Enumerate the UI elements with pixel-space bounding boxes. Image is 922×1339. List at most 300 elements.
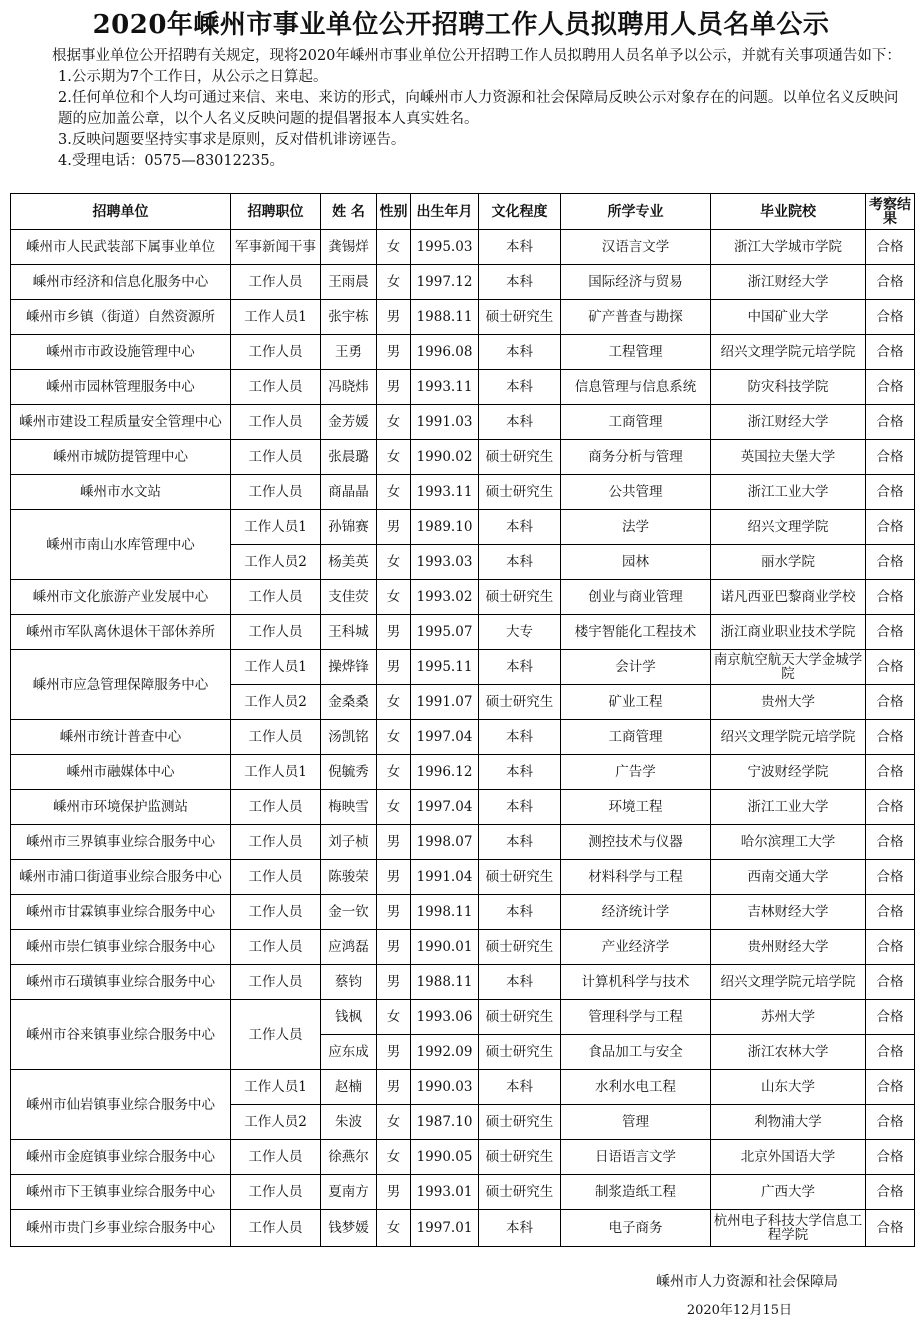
cell-result: 合格: [866, 265, 915, 300]
cell-name: 朱波: [321, 1105, 377, 1140]
cell-result: 合格: [866, 790, 915, 825]
cell-result: 合格: [866, 685, 915, 720]
cell-education: 硕士研究生: [479, 860, 561, 895]
notice-intro: [16, 46, 906, 172]
cell-result: 合格: [866, 965, 915, 1000]
table-row: [11, 615, 915, 650]
cell-position: 工作人员: [231, 1000, 321, 1070]
cell-education: 硕士研究生: [479, 685, 561, 720]
cell-position: 工作人员: [231, 1140, 321, 1175]
cell-birth: 1993.02: [411, 580, 479, 615]
table-row: [11, 405, 915, 440]
cell-school: 中国矿业大学: [711, 300, 866, 335]
cell-result: 合格: [866, 930, 915, 965]
cell-result: 合格: [866, 1105, 915, 1140]
cell-major: 广告学: [561, 755, 711, 790]
cell-birth: 1995.03: [411, 230, 479, 265]
cell-result: 合格: [866, 615, 915, 650]
notice-item-3: 3.反映问题要坚持实事求是原则，反对借机诽谤诬告。: [58, 132, 406, 148]
cell-gender: 女: [377, 720, 411, 755]
cell-position: 工作人员: [231, 895, 321, 930]
cell-name: 龚锡烊: [321, 230, 377, 265]
cell-position: 工作人员: [231, 580, 321, 615]
cell-school: 丽水学院: [711, 545, 866, 580]
cell-school: 浙江大学城市学院: [711, 230, 866, 265]
cell-result: 合格: [866, 1000, 915, 1035]
cell-position: 工作人员: [231, 965, 321, 1000]
cell-name: 冯晓炜: [321, 370, 377, 405]
cell-position: 工作人员: [231, 370, 321, 405]
cell-birth: 1993.11: [411, 475, 479, 510]
cell-position: 工作人员: [231, 335, 321, 370]
cell-position: 工作人员: [231, 1210, 321, 1247]
cell-education: 本科: [479, 895, 561, 930]
table-row: [11, 475, 915, 510]
cell-unit: 嵊州市应急管理保障服务中心: [11, 650, 231, 720]
table-row: [11, 370, 915, 405]
cell-major: 楼宇智能化工程技术: [561, 615, 711, 650]
cell-education: 硕士研究生: [479, 1175, 561, 1210]
cell-birth: 1993.01: [411, 1175, 479, 1210]
col-header-result: 考察结果: [866, 194, 915, 230]
cell-school: 绍兴文理学院元培学院: [711, 965, 866, 1000]
cell-gender: 女: [377, 755, 411, 790]
cell-gender: 男: [377, 895, 411, 930]
cell-unit: 嵊州市贵门乡事业综合服务中心: [11, 1210, 231, 1247]
col-header-education: 文化程度: [479, 194, 561, 230]
cell-birth: 1995.11: [411, 650, 479, 685]
cell-education: 本科: [479, 1070, 561, 1105]
cell-gender: 男: [377, 1175, 411, 1210]
cell-birth: 1987.10: [411, 1105, 479, 1140]
cell-education: 大专: [479, 615, 561, 650]
cell-school: 杭州电子科技大学信息工程学院: [711, 1210, 866, 1247]
cell-school: 浙江财经大学: [711, 405, 866, 440]
cell-school: 诺凡西亚巴黎商业学校: [711, 580, 866, 615]
cell-result: 合格: [866, 1035, 915, 1070]
cell-gender: 女: [377, 1000, 411, 1035]
cell-school: 哈尔滨理工大学: [711, 825, 866, 860]
cell-unit: 嵊州市石璜镇事业综合服务中心: [11, 965, 231, 1000]
cell-major: 商务分析与管理: [561, 440, 711, 475]
cell-unit: 嵊州市崇仁镇事业综合服务中心: [11, 930, 231, 965]
cell-gender: 男: [377, 615, 411, 650]
cell-education: 本科: [479, 650, 561, 685]
cell-name: 梅映雪: [321, 790, 377, 825]
cell-major: 环境工程: [561, 790, 711, 825]
table-row: [11, 720, 915, 755]
notice-item-4: 4.受理电话：0575—83012235。: [58, 153, 285, 169]
cell-result: 合格: [866, 720, 915, 755]
cell-birth: 1993.11: [411, 370, 479, 405]
cell-name: 金一钦: [321, 895, 377, 930]
table-row: [11, 1000, 915, 1035]
cell-education: 本科: [479, 965, 561, 1000]
col-header-position: 招聘职位: [231, 194, 321, 230]
cell-school: 苏州大学: [711, 1000, 866, 1035]
cell-birth: 1988.11: [411, 965, 479, 1000]
table-row: [11, 860, 915, 895]
cell-name: 钱梦媛: [321, 1210, 377, 1247]
cell-major: 食品加工与安全: [561, 1035, 711, 1070]
cell-major: 管理: [561, 1105, 711, 1140]
cell-name: 操烨锋: [321, 650, 377, 685]
cell-major: 国际经济与贸易: [561, 265, 711, 300]
cell-school: 浙江工业大学: [711, 475, 866, 510]
cell-result: 合格: [866, 580, 915, 615]
intro-paragraph: 根据事业单位公开招聘有关规定，现将2020年嵊州市事业单位公开招聘工作人员拟聘用人员名单予以公示，并就有关事项通告如下：: [52, 48, 901, 64]
cell-school: 利物浦大学: [711, 1105, 866, 1140]
cell-result: 合格: [866, 300, 915, 335]
cell-name: 王勇: [321, 335, 377, 370]
cell-name: 蔡钧: [321, 965, 377, 1000]
cell-name: 徐燕尔: [321, 1140, 377, 1175]
col-header-name: 姓 名: [321, 194, 377, 230]
cell-birth: 1990.02: [411, 440, 479, 475]
cell-gender: 男: [377, 930, 411, 965]
cell-position: 工作人员: [231, 825, 321, 860]
cell-birth: 1997.04: [411, 790, 479, 825]
cell-result: 合格: [866, 650, 915, 685]
cell-birth: 1993.03: [411, 545, 479, 580]
cell-birth: 1997.04: [411, 720, 479, 755]
cell-result: 合格: [866, 895, 915, 930]
cell-name: 倪毓秀: [321, 755, 377, 790]
cell-school: 浙江工业大学: [711, 790, 866, 825]
cell-gender: 女: [377, 230, 411, 265]
cell-gender: 男: [377, 1035, 411, 1070]
cell-major: 矿业工程: [561, 685, 711, 720]
cell-name: 夏南方: [321, 1175, 377, 1210]
cell-position: 工作人员: [231, 615, 321, 650]
cell-position: 工作人员: [231, 930, 321, 965]
cell-birth: 1990.03: [411, 1070, 479, 1105]
cell-birth: 1996.08: [411, 335, 479, 370]
cell-major: 计算机科学与技术: [561, 965, 711, 1000]
cell-result: 合格: [866, 1210, 915, 1247]
cell-birth: 1998.07: [411, 825, 479, 860]
cell-gender: 男: [377, 860, 411, 895]
cell-position: 工作人员: [231, 1175, 321, 1210]
cell-gender: 女: [377, 1105, 411, 1140]
cell-result: 合格: [866, 755, 915, 790]
cell-major: 产业经济学: [561, 930, 711, 965]
cell-major: 汉语言文学: [561, 230, 711, 265]
cell-name: 应东成: [321, 1035, 377, 1070]
cell-education: 硕士研究生: [479, 1000, 561, 1035]
cell-gender: 男: [377, 825, 411, 860]
cell-result: 合格: [866, 825, 915, 860]
cell-birth: 1988.11: [411, 300, 479, 335]
cell-major: 矿产普查与勘探: [561, 300, 711, 335]
cell-gender: 男: [377, 300, 411, 335]
cell-school: 南京航空航天大学金城学院: [711, 650, 866, 685]
cell-unit: 嵊州市三界镇事业综合服务中心: [11, 825, 231, 860]
cell-education: 硕士研究生: [479, 1105, 561, 1140]
cell-position: 工作人员: [231, 860, 321, 895]
cell-position: 工作人员: [231, 790, 321, 825]
cell-position: 工作人员: [231, 720, 321, 755]
cell-position: 工作人员: [231, 475, 321, 510]
cell-result: 合格: [866, 1175, 915, 1210]
table-row: [11, 1175, 915, 1210]
cell-gender: 女: [377, 545, 411, 580]
col-header-gender: 性别: [377, 194, 411, 230]
cell-school: 广西大学: [711, 1175, 866, 1210]
cell-education: 硕士研究生: [479, 300, 561, 335]
cell-school: 绍兴文理学院: [711, 510, 866, 545]
cell-result: 合格: [866, 335, 915, 370]
cell-gender: 男: [377, 1070, 411, 1105]
cell-name: 应鸿磊: [321, 930, 377, 965]
cell-unit: 嵊州市建设工程质量安全管理中心: [11, 405, 231, 440]
cell-school: 西南交通大学: [711, 860, 866, 895]
cell-unit: 嵊州市乡镇（街道）自然资源所: [11, 300, 231, 335]
cell-name: 赵楠: [321, 1070, 377, 1105]
cell-position: 军事新闻干事: [231, 230, 321, 265]
cell-school: 吉林财经大学: [711, 895, 866, 930]
cell-major: 工程管理: [561, 335, 711, 370]
cell-position: 工作人员2: [231, 685, 321, 720]
cell-name: 支佳荧: [321, 580, 377, 615]
cell-gender: 男: [377, 335, 411, 370]
cell-gender: 男: [377, 965, 411, 1000]
cell-result: 合格: [866, 230, 915, 265]
cell-result: 合格: [866, 1070, 915, 1105]
cell-major: 经济统计学: [561, 895, 711, 930]
cell-birth: 1997.12: [411, 265, 479, 300]
cell-major: 日语语言文学: [561, 1140, 711, 1175]
issuer-signature: 嵊州市人力资源和社会保障局: [656, 1274, 838, 1290]
cell-school: 浙江财经大学: [711, 265, 866, 300]
cell-school: 英国拉夫堡大学: [711, 440, 866, 475]
cell-gender: 男: [377, 510, 411, 545]
cell-major: 园林: [561, 545, 711, 580]
cell-name: 金芳媛: [321, 405, 377, 440]
cell-result: 合格: [866, 510, 915, 545]
cell-unit: 嵊州市南山水库管理中心: [11, 510, 231, 580]
table-row: [11, 265, 915, 300]
cell-birth: 1998.11: [411, 895, 479, 930]
table-row: [11, 930, 915, 965]
cell-name: 张晨璐: [321, 440, 377, 475]
col-header-unit: 招聘单位: [11, 194, 231, 230]
cell-major: 工商管理: [561, 720, 711, 755]
cell-birth: 1991.04: [411, 860, 479, 895]
cell-major: 法学: [561, 510, 711, 545]
cell-gender: 女: [377, 405, 411, 440]
cell-education: 本科: [479, 405, 561, 440]
col-header-school: 毕业院校: [711, 194, 866, 230]
cell-major: 电子商务: [561, 1210, 711, 1247]
cell-position: 工作人员1: [231, 300, 321, 335]
cell-position: 工作人员1: [231, 650, 321, 685]
table-row: [11, 510, 915, 545]
cell-name: 钱枫: [321, 1000, 377, 1035]
cell-major: 水利水电工程: [561, 1070, 711, 1105]
cell-gender: 女: [377, 475, 411, 510]
cell-unit: 嵊州市融媒体中心: [11, 755, 231, 790]
cell-unit: 嵊州市文化旅游产业发展中心: [11, 580, 231, 615]
table-header-row: [11, 194, 915, 230]
cell-birth: 1991.07: [411, 685, 479, 720]
table-row: [11, 440, 915, 475]
cell-school: 贵州财经大学: [711, 930, 866, 965]
cell-result: 合格: [866, 440, 915, 475]
cell-education: 硕士研究生: [479, 440, 561, 475]
cell-education: 本科: [479, 720, 561, 755]
cell-name: 杨美英: [321, 545, 377, 580]
cell-education: 本科: [479, 825, 561, 860]
cell-unit: 嵊州市军队离休退休干部休养所: [11, 615, 231, 650]
table-row: [11, 580, 915, 615]
cell-name: 金桑桑: [321, 685, 377, 720]
cell-name: 张宇栋: [321, 300, 377, 335]
cell-education: 本科: [479, 790, 561, 825]
cell-education: 本科: [479, 335, 561, 370]
table-row: [11, 230, 915, 265]
cell-name: 孙锦赛: [321, 510, 377, 545]
cell-education: 本科: [479, 510, 561, 545]
cell-position: 工作人员1: [231, 510, 321, 545]
cell-school: 绍兴文理学院元培学院: [711, 720, 866, 755]
cell-major: 管理科学与工程: [561, 1000, 711, 1035]
table-row: [11, 895, 915, 930]
cell-result: 合格: [866, 545, 915, 580]
cell-major: 信息管理与信息系统: [561, 370, 711, 405]
cell-result: 合格: [866, 405, 915, 440]
table-row: [11, 1070, 915, 1105]
cell-education: 硕士研究生: [479, 475, 561, 510]
table-row: [11, 335, 915, 370]
cell-birth: 1990.05: [411, 1140, 479, 1175]
cell-birth: 1997.01: [411, 1210, 479, 1247]
cell-birth: 1992.09: [411, 1035, 479, 1070]
cell-education: 硕士研究生: [479, 580, 561, 615]
cell-position: 工作人员: [231, 265, 321, 300]
table-row: [11, 300, 915, 335]
table-row: [11, 1210, 915, 1247]
cell-birth: 1989.10: [411, 510, 479, 545]
table-row: [11, 1140, 915, 1175]
cell-position: 工作人员1: [231, 755, 321, 790]
cell-major: 制浆造纸工程: [561, 1175, 711, 1210]
cell-school: 浙江商业职业技术学院: [711, 615, 866, 650]
cell-name: 王科城: [321, 615, 377, 650]
cell-unit: 嵊州市市政设施管理中心: [11, 335, 231, 370]
cell-gender: 女: [377, 1210, 411, 1247]
cell-education: 本科: [479, 370, 561, 405]
cell-education: 硕士研究生: [479, 930, 561, 965]
cell-birth: 1990.01: [411, 930, 479, 965]
notice-item-1: 1.公示期为7个工作日，从公示之日算起。: [58, 69, 328, 85]
cell-unit: 嵊州市金庭镇事业综合服务中心: [11, 1140, 231, 1175]
table-row: [11, 790, 915, 825]
cell-unit: 嵊州市城防提管理中心: [11, 440, 231, 475]
cell-result: 合格: [866, 475, 915, 510]
cell-school: 防灾科技学院: [711, 370, 866, 405]
cell-gender: 女: [377, 1140, 411, 1175]
cell-major: 测控技术与仪器: [561, 825, 711, 860]
cell-gender: 女: [377, 265, 411, 300]
cell-birth: 1993.06: [411, 1000, 479, 1035]
cell-result: 合格: [866, 370, 915, 405]
cell-unit: 嵊州市仙岩镇事业综合服务中心: [11, 1070, 231, 1140]
notice-item-2: 2.任何单位和个人均可通过来信、来电、来访的形式，向嵊州市人力资源和社会保障局反映公示对象存在的问题。以单位名义反映问题的应加盖公章，以个人名义反映问题的提倡署报本人真实姓名。: [58, 90, 899, 127]
cell-name: 王雨晨: [321, 265, 377, 300]
cell-major: 公共管理: [561, 475, 711, 510]
cell-education: 本科: [479, 230, 561, 265]
cell-education: 本科: [479, 265, 561, 300]
cell-birth: 1995.07: [411, 615, 479, 650]
cell-school: 山东大学: [711, 1070, 866, 1105]
cell-school: 贵州大学: [711, 685, 866, 720]
cell-name: 商晶晶: [321, 475, 377, 510]
cell-unit: 嵊州市环境保护监测站: [11, 790, 231, 825]
cell-position: 工作人员: [231, 440, 321, 475]
issue-date: 2020年12月15日: [686, 1303, 792, 1318]
cell-school: 绍兴文理学院元培学院: [711, 335, 866, 370]
page-title: 2020年嵊州市事业单位公开招聘工作人员拟聘用人员名单公示: [92, 10, 830, 40]
cell-name: 陈骏荣: [321, 860, 377, 895]
cell-gender: 女: [377, 440, 411, 475]
candidate-table: [10, 193, 915, 1247]
cell-education: 本科: [479, 545, 561, 580]
cell-name: 汤凯铭: [321, 720, 377, 755]
cell-education: 硕士研究生: [479, 1140, 561, 1175]
cell-gender: 男: [377, 370, 411, 405]
cell-major: 会计学: [561, 650, 711, 685]
cell-unit: 嵊州市下王镇事业综合服务中心: [11, 1175, 231, 1210]
cell-position: 工作人员: [231, 405, 321, 440]
cell-education: 本科: [479, 1210, 561, 1247]
cell-birth: 1996.12: [411, 755, 479, 790]
cell-unit: 嵊州市甘霖镇事业综合服务中心: [11, 895, 231, 930]
cell-position: 工作人员2: [231, 1105, 321, 1140]
cell-unit: 嵊州市浦口街道事业综合服务中心: [11, 860, 231, 895]
cell-position: 工作人员1: [231, 1070, 321, 1105]
cell-unit: 嵊州市谷来镇事业综合服务中心: [11, 1000, 231, 1070]
col-header-major: 所学专业: [561, 194, 711, 230]
table-row: [11, 825, 915, 860]
cell-school: 宁波财经学院: [711, 755, 866, 790]
cell-major: 工商管理: [561, 405, 711, 440]
cell-result: 合格: [866, 1140, 915, 1175]
cell-gender: 女: [377, 790, 411, 825]
table-row: [11, 755, 915, 790]
cell-gender: 女: [377, 685, 411, 720]
cell-education: 硕士研究生: [479, 1035, 561, 1070]
cell-name: 刘子桢: [321, 825, 377, 860]
cell-birth: 1991.03: [411, 405, 479, 440]
cell-unit: 嵊州市人民武装部下属事业单位: [11, 230, 231, 265]
cell-major: 材料科学与工程: [561, 860, 711, 895]
cell-major: 创业与商业管理: [561, 580, 711, 615]
cell-gender: 男: [377, 650, 411, 685]
cell-school: 北京外国语大学: [711, 1140, 866, 1175]
cell-unit: 嵊州市经济和信息化服务中心: [11, 265, 231, 300]
cell-position: 工作人员2: [231, 545, 321, 580]
col-header-birth: 出生年月: [411, 194, 479, 230]
cell-result: 合格: [866, 860, 915, 895]
cell-education: 本科: [479, 755, 561, 790]
cell-unit: 嵊州市园林管理服务中心: [11, 370, 231, 405]
cell-unit: 嵊州市水文站: [11, 475, 231, 510]
cell-unit: 嵊州市统计普查中心: [11, 720, 231, 755]
table-row: [11, 965, 915, 1000]
cell-school: 浙江农林大学: [711, 1035, 866, 1070]
cell-gender: 女: [377, 580, 411, 615]
